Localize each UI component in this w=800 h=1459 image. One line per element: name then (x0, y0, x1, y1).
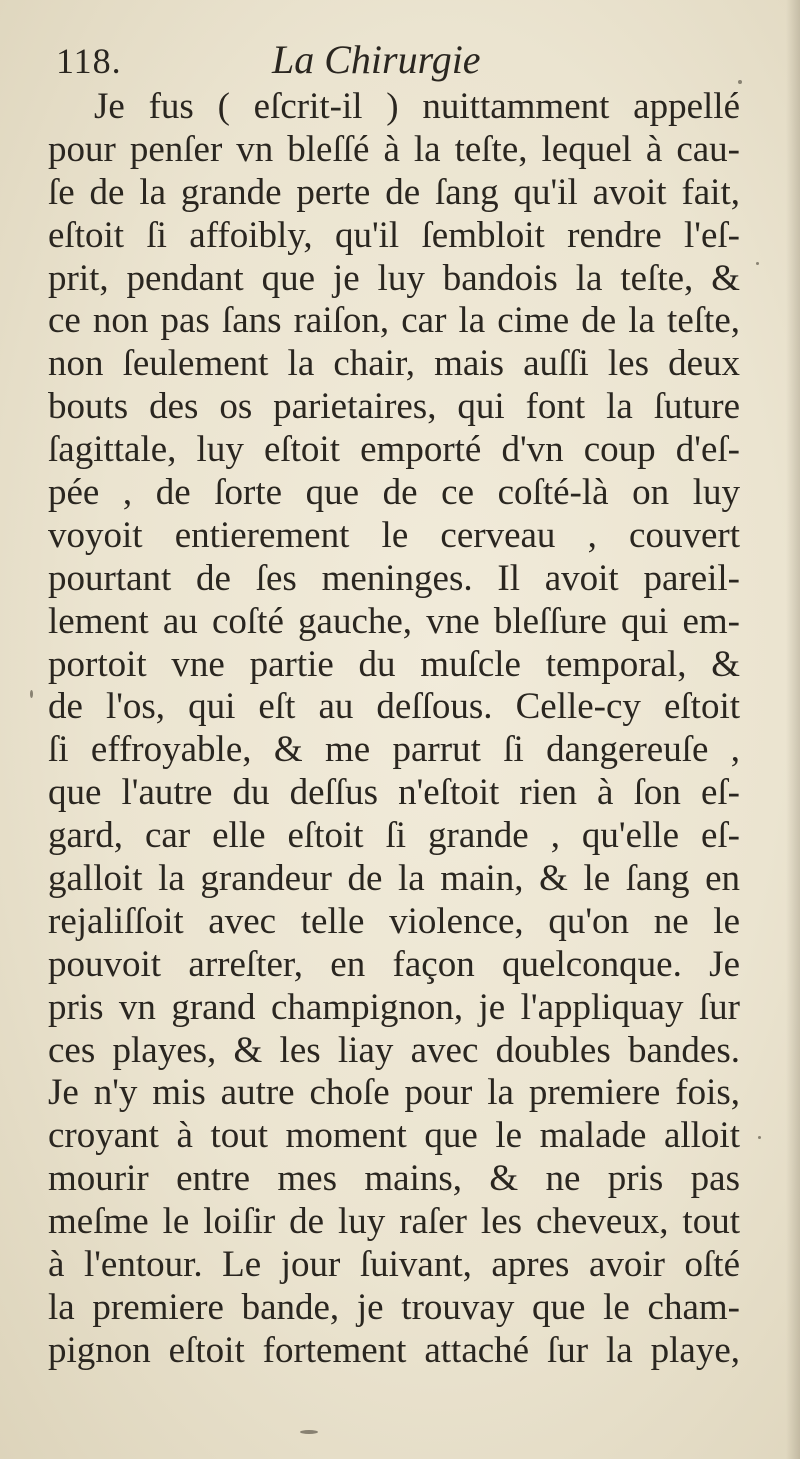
text-line: bouts des os parietaires, qui font la ſuture (48, 386, 740, 428)
ink-speck (30, 690, 33, 698)
text-line: rejaliſſoit avec telle violence, qu'on ne le (48, 900, 740, 942)
text-line: pée , de ſorte que de ce coſté-là on luy (48, 472, 740, 514)
page-number: 118. (56, 41, 122, 81)
text-line: portoit vne partie du muſcle temporal, & (48, 643, 740, 685)
text-line: que l'autre du deſſus n'eſtoit rien à ſon eſ- (48, 772, 740, 814)
ink-speck (738, 80, 742, 84)
text-line: pour penſer vn bleſſé à la teſte, lequel à cau- (48, 128, 740, 170)
text-line: non ſeulement la chair, mais auſſi les deux (48, 343, 740, 385)
text-line: lement au coſté gauche, vne bleſſure qui em- (48, 600, 740, 642)
body-text (48, 86, 740, 1373)
text-line: pignon eſtoit fortement attaché ſur la playe, (48, 1329, 740, 1371)
text-line: croyant à tout moment que le malade alloit (48, 1115, 740, 1157)
text-line: galloit la grandeur de la main, & le ſang en (48, 858, 740, 900)
ink-speck (756, 262, 759, 265)
ink-speck (758, 1136, 761, 1139)
text-line: meſme le loiſir de luy raſer les cheveux, tout (48, 1201, 740, 1243)
text-line: prit, pendant que je luy bandois la teſte, & (48, 257, 740, 299)
text-line: ces playes, & les liay avec doubles bandes. (48, 1029, 740, 1071)
text-line: voyoit entierement le cerveau , couvert (48, 514, 740, 556)
text-line: à l'entour. Le jour ſuivant, apres avoir oſté (48, 1244, 740, 1286)
text-line: mourir entre mes mains, & ne pris pas (48, 1158, 740, 1200)
text-line: pris vn grand champignon, je l'appliquay ſur (48, 986, 740, 1028)
text-line: eſtoit ſi affoibly, qu'il ſembloit rendre l'eſ- (48, 214, 740, 256)
text-line: ſe de la grande perte de ſang qu'il avoit fait, (48, 171, 740, 213)
running-head-title: La Chirurgie (272, 37, 481, 82)
text-line: pourtant de ſes meninges. Il avoit pareil- (48, 557, 740, 599)
text-line: pouvoit arreſter, en façon quelconque. Je (48, 943, 740, 985)
text-line: ſi effroyable, & me parrut ſi dangereuſe , (48, 729, 740, 771)
text-line: ſagittale, luy eſtoit emporté d'vn coup d'eſ- (48, 429, 740, 471)
text-line: de l'os, qui eſt au deſſous. Celle-cy eſtoit (48, 686, 740, 728)
text-line: Je n'y mis autre choſe pour la premiere fois, (48, 1072, 740, 1114)
text-line: Je fus ( eſcrit-il ) nuittamment appellé (94, 86, 740, 127)
page-edge-shadow (786, 0, 800, 1459)
text-line: gard, car elle eſtoit ſi grande , qu'elle eſ- (48, 815, 740, 857)
text-line: la premiere bande, je trouvay que le cham- (48, 1286, 740, 1328)
ink-speck (300, 1430, 318, 1434)
text-line: ce non pas ſans raiſon, car la cime de la teſte, (48, 300, 740, 342)
